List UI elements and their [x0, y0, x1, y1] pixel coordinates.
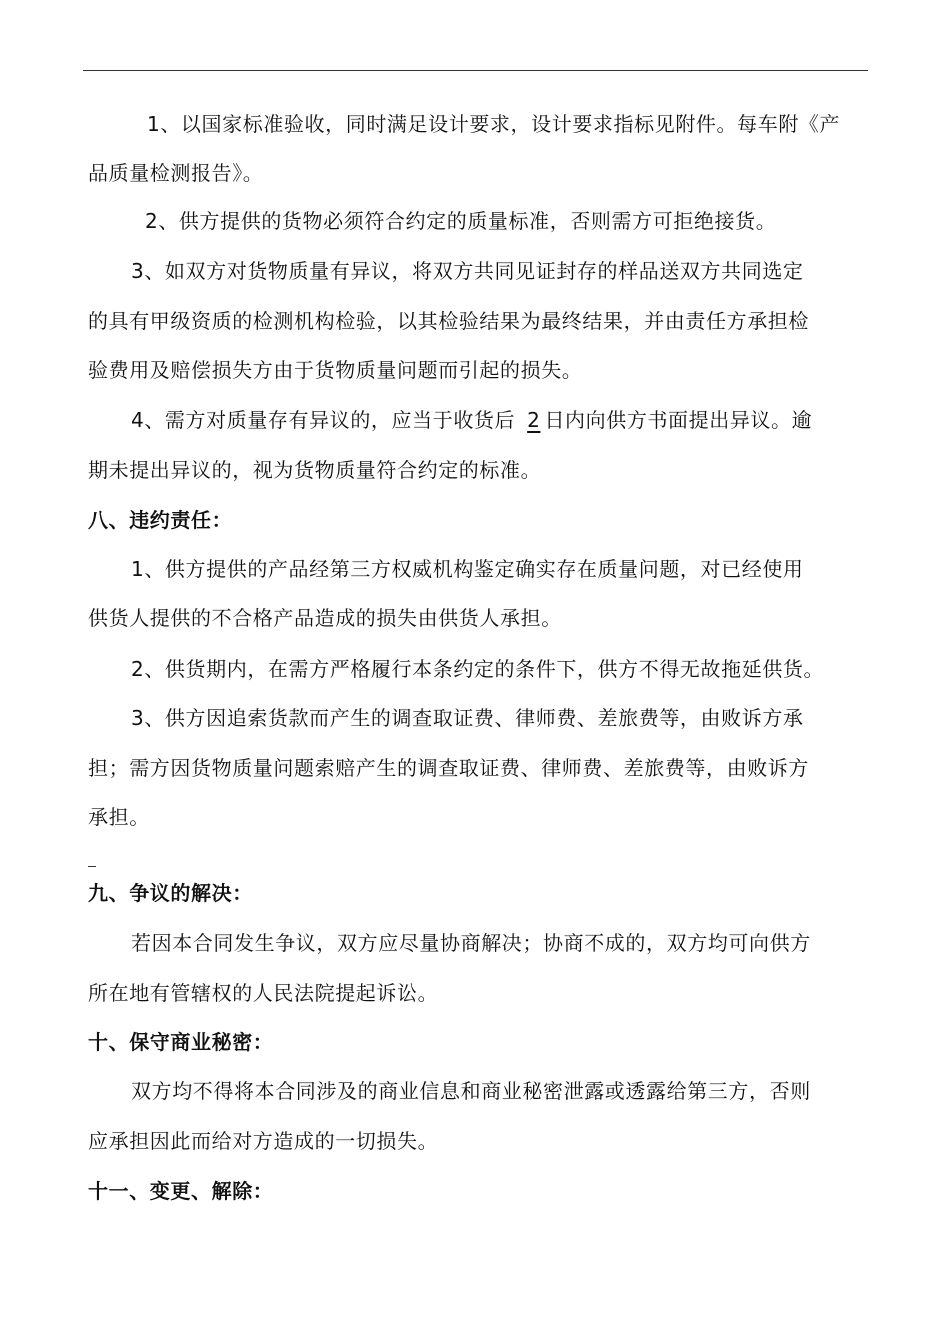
clause-8-1-line-1: 1、供方提供的产品经第三方权威机构鉴定确实存在质量问题，对已经使用 — [131, 557, 804, 581]
section-11-heading: 十一、变更、解除： — [88, 1179, 274, 1203]
clause-9-line-2: 所在地有管辖权的人民法院提起诉讼。 — [88, 981, 439, 1005]
clause-8-3-line-2: 担；需方因货物质量问题索赔产生的调查取证费、律师费、差旅费等，由败诉方 — [88, 756, 809, 780]
clause-7-2: 2、供方提供的货物必须符合约定的质量标准，否则需方可拒绝接货。 — [145, 209, 777, 233]
clause-7-3-line-1: 3、如双方对货物质量有异议，将双方共同见证封存的样品送双方共同选定 — [131, 259, 804, 283]
clause-7-4-line-2: 期未提出异议的，视为货物质量符合约定的标准。 — [88, 458, 542, 482]
clause-10-line-2: 应承担因此而给对方造成的一切损失。 — [88, 1129, 439, 1153]
clause-7-3-line-3: 验费用及赔偿损失方由于货物质量问题而引起的损失。 — [88, 358, 583, 382]
clause-8-2: 2、供货期内，在需方严格履行本条约定的条件下，供方不得无故拖延供货。 — [131, 657, 825, 681]
empty-paragraph-mark — [88, 866, 96, 867]
section-8-heading: 八、违约责任： — [88, 508, 233, 532]
clause-7-4-line-1 — [131, 407, 812, 433]
clause-7-4-text-after: 日内向供方书面提出异议。逾 — [544, 408, 813, 432]
clause-7-1-line-1: 1、以国家标准验收，同时满足设计要求，设计要求指标见附件。每车附《产 — [147, 112, 841, 136]
inspection-days-value: 2 — [527, 408, 541, 432]
clause-8-1-line-2: 供货人提供的不合格产品造成的损失由供货人承担。 — [88, 606, 562, 630]
clause-7-3-line-2: 的具有甲级资质的检测机构检验，以其检验结果为最终结果，并由责任方承担检 — [88, 309, 809, 333]
clause-7-1-line-2: 品质量检测报告》。 — [88, 161, 264, 185]
clause-8-3-line-1: 3、供方因追索货款而产生的调查取证费、律师费、差旅费等，由败诉方承 — [131, 706, 804, 730]
header-rule — [83, 70, 868, 71]
clause-8-3-line-3: 承担。 — [88, 805, 150, 829]
section-10-heading: 十、保守商业秘密： — [88, 1030, 274, 1054]
clause-9-line-1: 若因本合同发生争议，双方应尽量协商解决；协商不成的，双方均可向供方 — [131, 931, 811, 955]
clause-7-4-text-before: 4、需方对质量存有异议的，应当于收货后 — [131, 408, 516, 432]
clause-10-line-1: 双方均不得将本合同涉及的商业信息和商业秘密泄露或透露给第三方，否则 — [131, 1079, 811, 1103]
section-9-heading: 九、争议的解决： — [88, 881, 253, 905]
